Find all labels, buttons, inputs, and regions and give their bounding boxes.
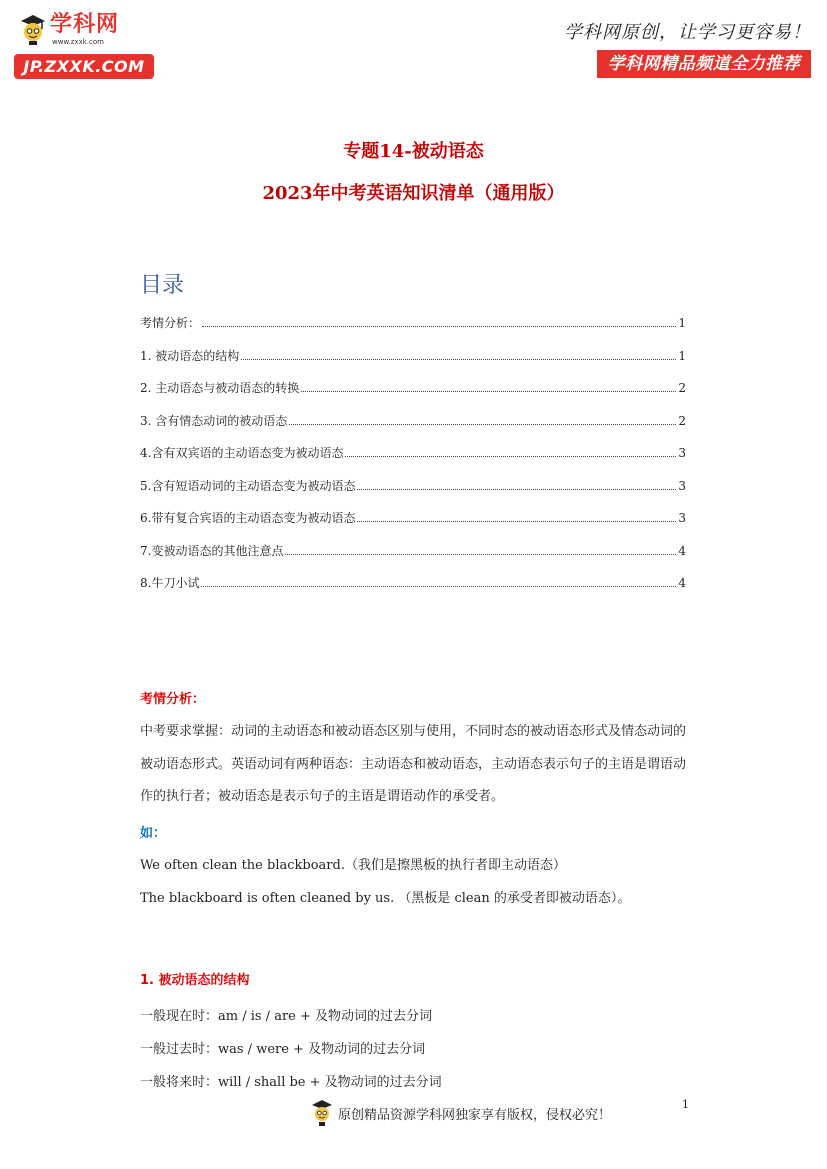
toc-entry[interactable] — [140, 477, 686, 510]
mascot-logo-icon — [18, 12, 48, 46]
toc-entry-label: 7.变被动语态的其他注意点 — [140, 543, 284, 558]
toc-entry[interactable] — [140, 379, 686, 412]
toc-entry[interactable] — [140, 314, 686, 347]
toc-entry-page: 2 — [678, 381, 686, 395]
toc-leader — [289, 424, 676, 425]
toc-entry[interactable] — [140, 347, 686, 380]
structure-line: 一般过去时：was / were + 及物动词的过去分词 — [140, 1042, 426, 1057]
toc-entry-label: 5.含有短语动词的主动语态变为被动语态 — [140, 478, 356, 493]
logo-text: 学科网 — [50, 12, 120, 37]
example-sentence-passive: The blackboard is often cleaned by us. （黑板是 clean 的承受者即被动语态）。 — [140, 891, 631, 906]
page-number: 1 — [682, 1098, 689, 1111]
toc-entry-page: 3 — [678, 478, 686, 493]
toc-entry-label: 6.带有复合宾语的主动语态变为被动语态 — [140, 511, 356, 525]
toc-entry-page: 2 — [678, 413, 686, 428]
toc-leader — [202, 326, 676, 327]
slogan: 学科网原创，让学习更容易！ — [564, 22, 811, 43]
toc-entry-page: 4 — [678, 576, 686, 590]
structure-line: 一般现在时：am / is / are + 及物动词的过去分词 — [140, 1009, 433, 1024]
section-heading: 1. 被动语态的结构 — [140, 973, 250, 988]
example-label: 如： — [140, 826, 167, 841]
analysis-paragraph: 中考要求掌握：动词的主动语态和被动语态区别与使用，不同时态的被动语态形式及情态动词的被动语态形式。英语动词有两种语态：主动语态和被动语态，主动语态表示句子的主语是谓语动作的执行者；被动语态是表示句子的主语是谓语动作的承受者。 — [140, 724, 687, 804]
toc-entry-label: 8.牛刀小试 — [140, 576, 200, 590]
toc-leader — [301, 391, 676, 392]
site-badge[interactable]: JP.ZXXK.COM — [14, 54, 154, 79]
toc-leader — [345, 456, 676, 457]
toc-entry-label: 1. 被动语态的结构 — [140, 348, 240, 363]
toc-leader — [201, 586, 676, 587]
toc-entry[interactable] — [140, 574, 686, 607]
analysis-heading: 考情分析： — [140, 692, 206, 707]
document-subtitle: 2023年中考英语知识清单（通用版） — [262, 183, 565, 204]
toc-entry[interactable] — [140, 412, 686, 445]
toc-entry-label: 3. 含有情态动词的被动语态 — [140, 413, 288, 428]
toc-leader — [357, 489, 676, 490]
toc-entry[interactable] — [140, 444, 686, 477]
toc-entry-page: 4 — [678, 543, 686, 558]
toc-entry-page: 1 — [678, 316, 686, 330]
logo-url: www.zxxk.com — [52, 38, 104, 46]
toc-entry-label: 考情分析： — [140, 316, 201, 330]
document-title: 专题14-被动语态 — [343, 141, 484, 162]
toc-entry[interactable] — [140, 509, 686, 542]
toc-entry-page: 1 — [678, 348, 686, 363]
example-sentence-active: We often clean the blackboard.（我们是擦黑板的执行者即主动语态） — [140, 858, 566, 873]
mascot-footer-icon — [310, 1098, 334, 1128]
toc-entry-label: 2. 主动语态与被动语态的转换 — [140, 381, 300, 395]
copyright-notice: 原创精品资源学科网独家享有版权，侵权必究！ — [338, 1108, 612, 1123]
structure-line: 一般将来时：will / shall be + 及物动词的过去分词 — [140, 1075, 442, 1090]
toc-leader — [285, 554, 676, 555]
table-of-contents — [140, 314, 686, 607]
toc-entry-page: 3 — [678, 511, 686, 525]
toc-heading: 目录 — [140, 273, 185, 298]
toc-entry-page: 3 — [678, 446, 686, 460]
toc-entry[interactable] — [140, 542, 686, 575]
toc-leader — [241, 359, 676, 360]
toc-entry-label: 4.含有双宾语的主动语态变为被动语态 — [140, 446, 344, 460]
recommend-badge: 学科网精品频道全力推荐 — [597, 50, 811, 78]
toc-leader — [357, 521, 676, 522]
